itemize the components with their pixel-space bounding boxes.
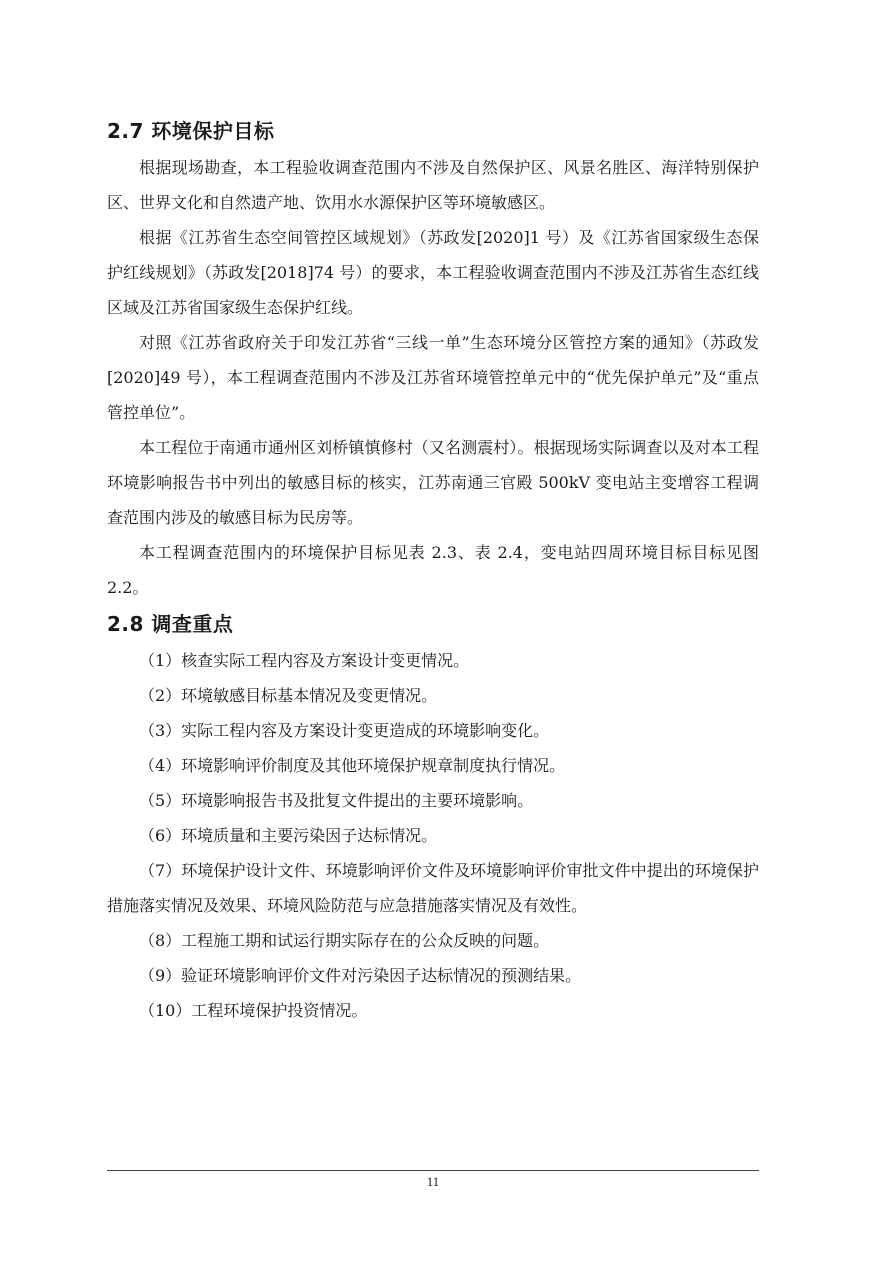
footer-divider (107, 1170, 759, 1171)
list-item: （4）环境影响评价制度及其他环境保护规章制度执行情况。 (139, 756, 566, 775)
document-page (107, 112, 759, 1028)
section-2-8 (107, 605, 759, 1028)
list-item: （1）核查实际工程内容及方案设计变更情况。 (139, 651, 470, 670)
section-heading-2-8: 2.8 调查重点 (107, 612, 234, 636)
list-item: （8）工程施工期和试运行期实际存在的公众反映的问题。 (139, 931, 550, 950)
list-item: （9）验证环境影响评价文件对污染因子达标情况的预测结果。 (139, 966, 582, 985)
list-item: （10）工程环境保护投资情况。 (139, 1001, 368, 1020)
paragraph: 根据现场勘查，本工程验收调查范围内不涉及自然保护区、风景名胜区、海洋特别保护区、世界文化和自然遗产地、饮用水水源保护区等环境敏感区。 (107, 158, 759, 212)
list-item: （5）环境影响报告书及批复文件提出的主要环境影响。 (139, 791, 534, 810)
paragraph: 对照《江苏省政府关于印发江苏省“三线一单”生态环境分区管控方案的通知》（苏政发[2020]49 号），本工程调查范围内不涉及江苏省环境管控单元中的“优先保护单元”及“重点管控单位”。 (107, 333, 759, 422)
paragraph: 本工程位于南通市通州区刘桥镇慎修村（又名测震村）。根据现场实际调查以及对本工程环境影响报告书中列出的敏感目标的核实，江苏南通三官殿 500kV 变电站主变增容工程调查范围内涉及的敏感目标为民房等。 (107, 438, 759, 527)
list-item: （6）环境质量和主要污染因子达标情况。 (139, 826, 438, 845)
page-number: 11 (426, 1174, 440, 1189)
list-item: （3）实际工程内容及方案设计变更造成的环境影响变化。 (139, 721, 550, 740)
paragraph: 根据《江苏省生态空间管控区域规划》（苏政发[2020]1 号）及《江苏省国家级生态保护红线规划》（苏政发[2018]74 号）的要求，本工程验收调查范围内不涉及江苏省生态红线区域及江苏省国家级生态保护红线。 (107, 228, 759, 317)
section-heading-2-7: 2.7 环境保护目标 (107, 119, 275, 143)
list-item: （2）环境敏感目标基本情况及变更情况。 (139, 686, 438, 705)
paragraph: 本工程调查范围内的环境保护目标见表 2.3、表 2.4，变电站四周环境目标目标见图 2.2。 (107, 543, 759, 597)
section-2-7 (107, 112, 759, 605)
survey-focus-list (107, 643, 759, 1028)
list-item: （7）环境保护设计文件、环境影响评价文件及环境影响评价审批文件中提出的环境保护措施落实情况及效果、环境风险防范与应急措施落实情况及有效性。 (107, 861, 759, 915)
